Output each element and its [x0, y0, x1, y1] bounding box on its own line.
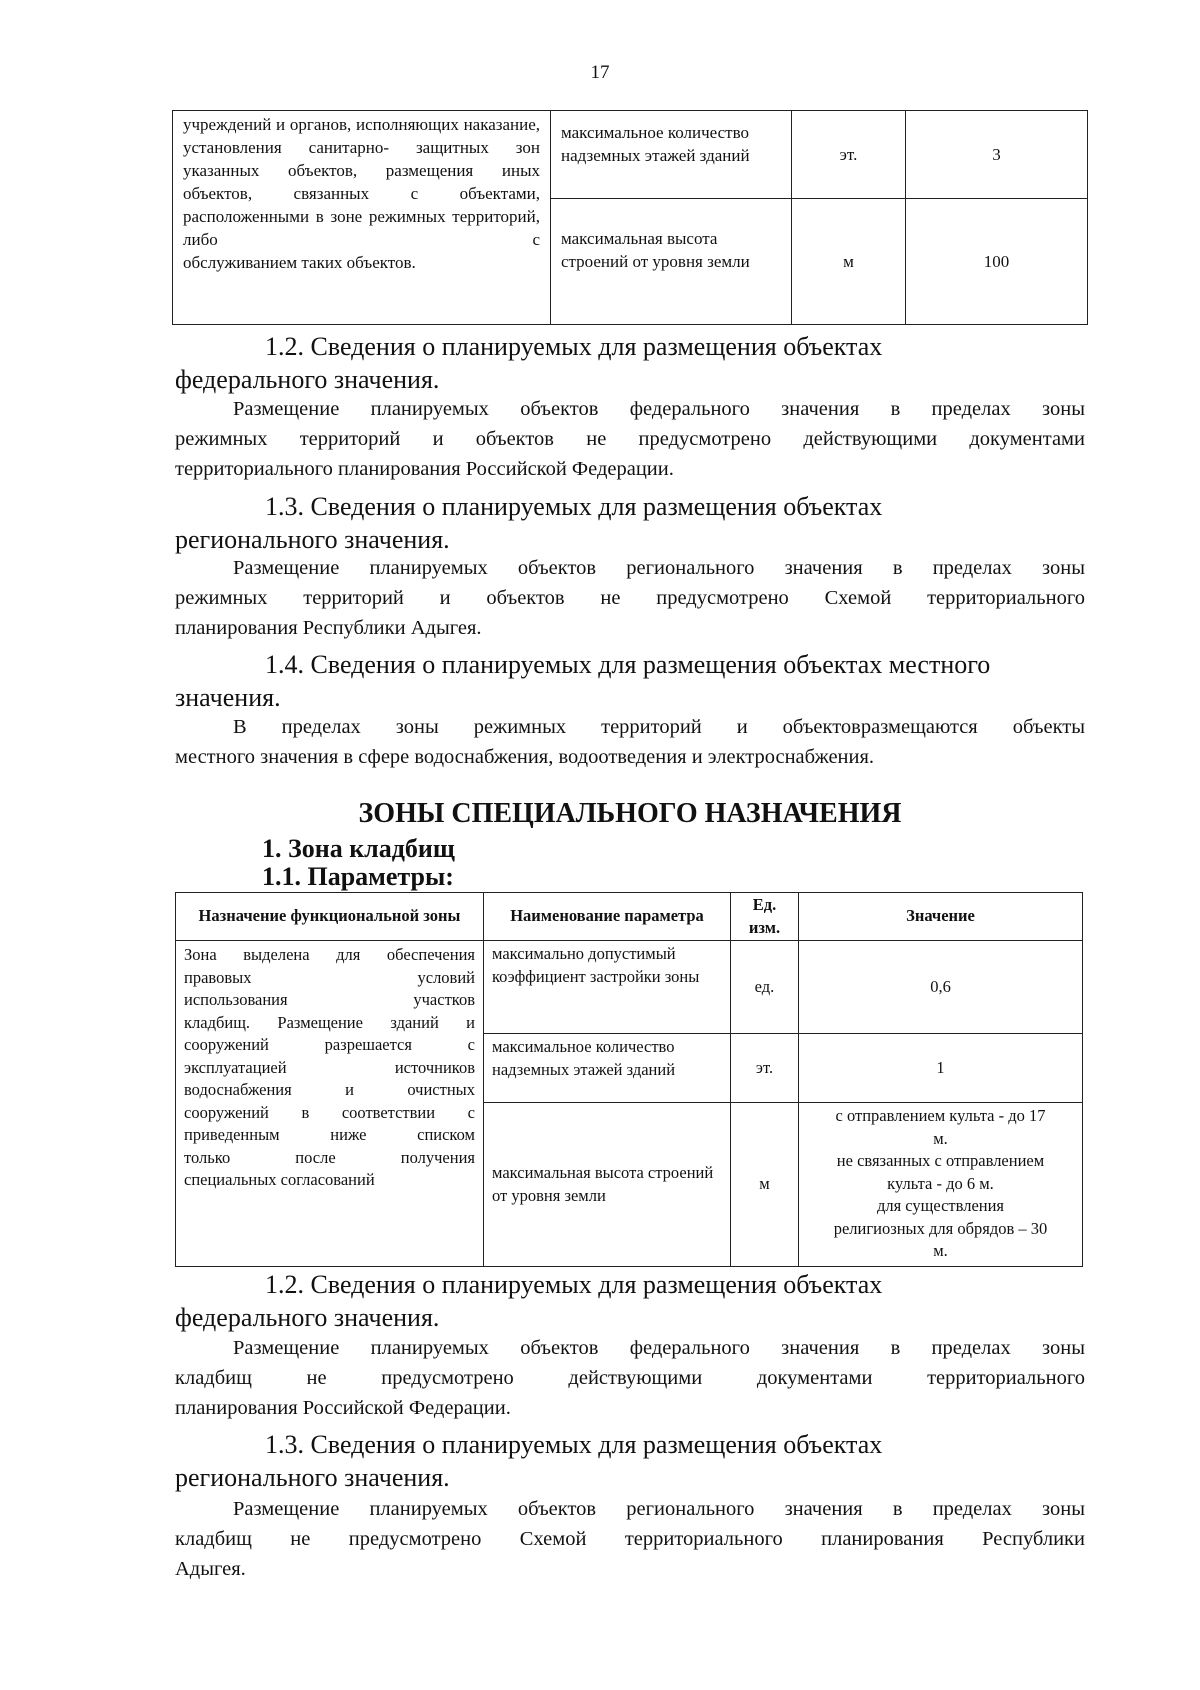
desc-line: обслуживанием таких объектов. — [183, 253, 416, 272]
header-param: Наименование параметра — [484, 893, 731, 941]
value-line: религиозных для обрядов – 30 — [833, 1218, 1048, 1238]
heading-line: 1.2. Сведения о планируемых для размещения объектах — [265, 332, 883, 361]
param-name-cell: максимальная высота строений от уровня земли — [551, 199, 792, 325]
paragraph-local — [175, 712, 1085, 772]
text-line: кладбищ не предусмотрено действующими документами территориального — [175, 1367, 1085, 1389]
value-cell: 1 — [799, 1034, 1083, 1103]
table-row — [173, 111, 1088, 199]
heading-line: регионального значения. — [175, 1463, 450, 1492]
desc-line: только после получения — [184, 1147, 475, 1167]
text-line: территориального планирования Российской Федерации. — [175, 458, 674, 480]
value-line: культа - до 6 м. — [887, 1173, 994, 1193]
text-line: Размещение планируемых объектов федерального значения в пределах зоны — [233, 1337, 1085, 1359]
desc-line: режимных территорий, либо с — [183, 207, 540, 249]
zone-purpose-cell — [176, 941, 484, 1267]
zone-title: ЗОНЫ СПЕЦИАЛЬНОГО НАЗНАЧЕНИЯ — [358, 798, 902, 829]
unit-cell: эт. — [792, 111, 906, 199]
unit-cell: эт. — [731, 1034, 799, 1103]
zone-subtitle: 1. Зона кладбищ — [262, 834, 455, 863]
desc-line: специальных согласований — [184, 1170, 375, 1189]
value-line: м. — [933, 1128, 948, 1148]
param-name-cell: максимальное количество надземных этажей зданий — [484, 1034, 731, 1103]
heading-1-4-local — [175, 648, 1085, 714]
heading-line: 1.2. Сведения о планируемых для размещения объектах — [265, 1270, 883, 1299]
cemetery-zone-parameters-table — [175, 892, 1083, 1267]
value-cell: 100 — [906, 199, 1088, 325]
value-line: не связанных с отправлением — [836, 1151, 1045, 1170]
header-value: Значение — [799, 893, 1083, 941]
header-unit: Ед. изм. — [731, 893, 799, 941]
paragraph-federal — [175, 394, 1085, 484]
desc-line: объектами, расположенными в зоне — [183, 184, 541, 226]
header-purpose: Назначение функциональной зоны — [176, 893, 484, 941]
value-cell: 0,6 — [799, 941, 1083, 1034]
param-name-cell: максимально допустимый коэффициент застройки зоны — [484, 941, 731, 1034]
desc-line: учреждений и органов, исполняющих — [183, 115, 459, 134]
value-cell — [799, 1103, 1083, 1267]
param-name-cell: максимальное количество надземных этажей зданий — [551, 111, 792, 199]
text-line: кладбищ не предусмотрено Схемой территориального планирования Республики — [175, 1528, 1085, 1550]
value-line: с отправлением культа - до 17 — [835, 1106, 1046, 1125]
desc-line: использования участков — [184, 990, 475, 1009]
text-line: планирования Российской Федерации. — [175, 1397, 511, 1419]
param-name-cell: максимальная высота строений от уровня земли — [484, 1103, 731, 1267]
text-line: Размещение планируемых объектов федерального значения в пределах зоны — [233, 398, 1085, 420]
heading-2-1-2-federal — [175, 1268, 1085, 1334]
desc-line: эксплуатацией источников — [184, 1057, 475, 1077]
value-line: для существления — [876, 1196, 1005, 1215]
heading-2-1-3-regional — [175, 1428, 1085, 1494]
text-line: режимных территорий и объектов не предусмотрено действующими документами — [175, 428, 1085, 450]
text-line: режимных территорий и объектов не предусмотрено Схемой территориального — [175, 587, 1085, 609]
paragraph-2-federal — [175, 1333, 1085, 1423]
table-row — [176, 941, 1083, 1034]
page-number: 17 — [590, 62, 610, 83]
unit-cell: м — [792, 199, 906, 325]
heading-line: федерального значения. — [175, 365, 440, 394]
unit-cell: ед. — [731, 941, 799, 1034]
heading-1-2-federal — [175, 330, 1085, 396]
desc-line: сооружений в соответствии с — [184, 1102, 475, 1122]
heading-line: 1.3. Сведения о планируемых для размещения объектах — [265, 1430, 883, 1459]
desc-line: правовых условий — [184, 967, 475, 987]
desc-line: размещения иных объектов, связанных с — [183, 161, 541, 203]
parameters-subtitle: 1.1. Параметры: — [262, 862, 454, 891]
heading-line: регионального значения. — [175, 525, 450, 554]
text-line: Размещение планируемых объектов регионального значения в пределах зоны — [233, 557, 1085, 579]
desc-line: Зона выделена для обеспечения — [184, 945, 475, 964]
paragraph-2-regional — [175, 1494, 1085, 1584]
heading-line: 1.4. Сведения о планируемых для размещения объектах местного — [265, 650, 991, 679]
desc-line: наказание, установления санитарно- — [183, 115, 541, 157]
heading-1-3-regional — [175, 490, 1085, 556]
heading-line: федерального значения. — [175, 1303, 440, 1332]
value-cell: 3 — [906, 111, 1088, 199]
desc-line: приведенным ниже списком — [184, 1125, 475, 1144]
desc-line: сооружений разрешается с — [184, 1035, 475, 1054]
heading-line: значения. — [175, 683, 281, 712]
table-header-row — [176, 893, 1083, 941]
desc-line: защитных зон указанных объектов, — [183, 138, 540, 180]
paragraph-regional — [175, 553, 1085, 643]
text-line: В пределах зоны режимных территорий и объектовразмещаются объекты — [233, 716, 1085, 738]
zone-purpose-cell — [173, 111, 551, 325]
text-line: местного значения в сфере водоснабжения, водоотведения и электроснабжения. — [175, 746, 875, 768]
text-line: Адыгея. — [175, 1558, 246, 1580]
unit-cell: м — [731, 1103, 799, 1267]
text-line: Размещение планируемых объектов регионального значения в пределах зоны — [233, 1498, 1085, 1520]
text-line: планирования Республики Адыгея. — [175, 617, 482, 639]
desc-line: водоснабжения и очистных — [184, 1080, 475, 1099]
regime-zone-parameters-table — [172, 110, 1088, 325]
value-line: м. — [933, 1241, 948, 1260]
desc-line: кладбищ. Размещение зданий и — [184, 1012, 475, 1032]
heading-line: 1.3. Сведения о планируемых для размещения объектах — [265, 492, 883, 521]
